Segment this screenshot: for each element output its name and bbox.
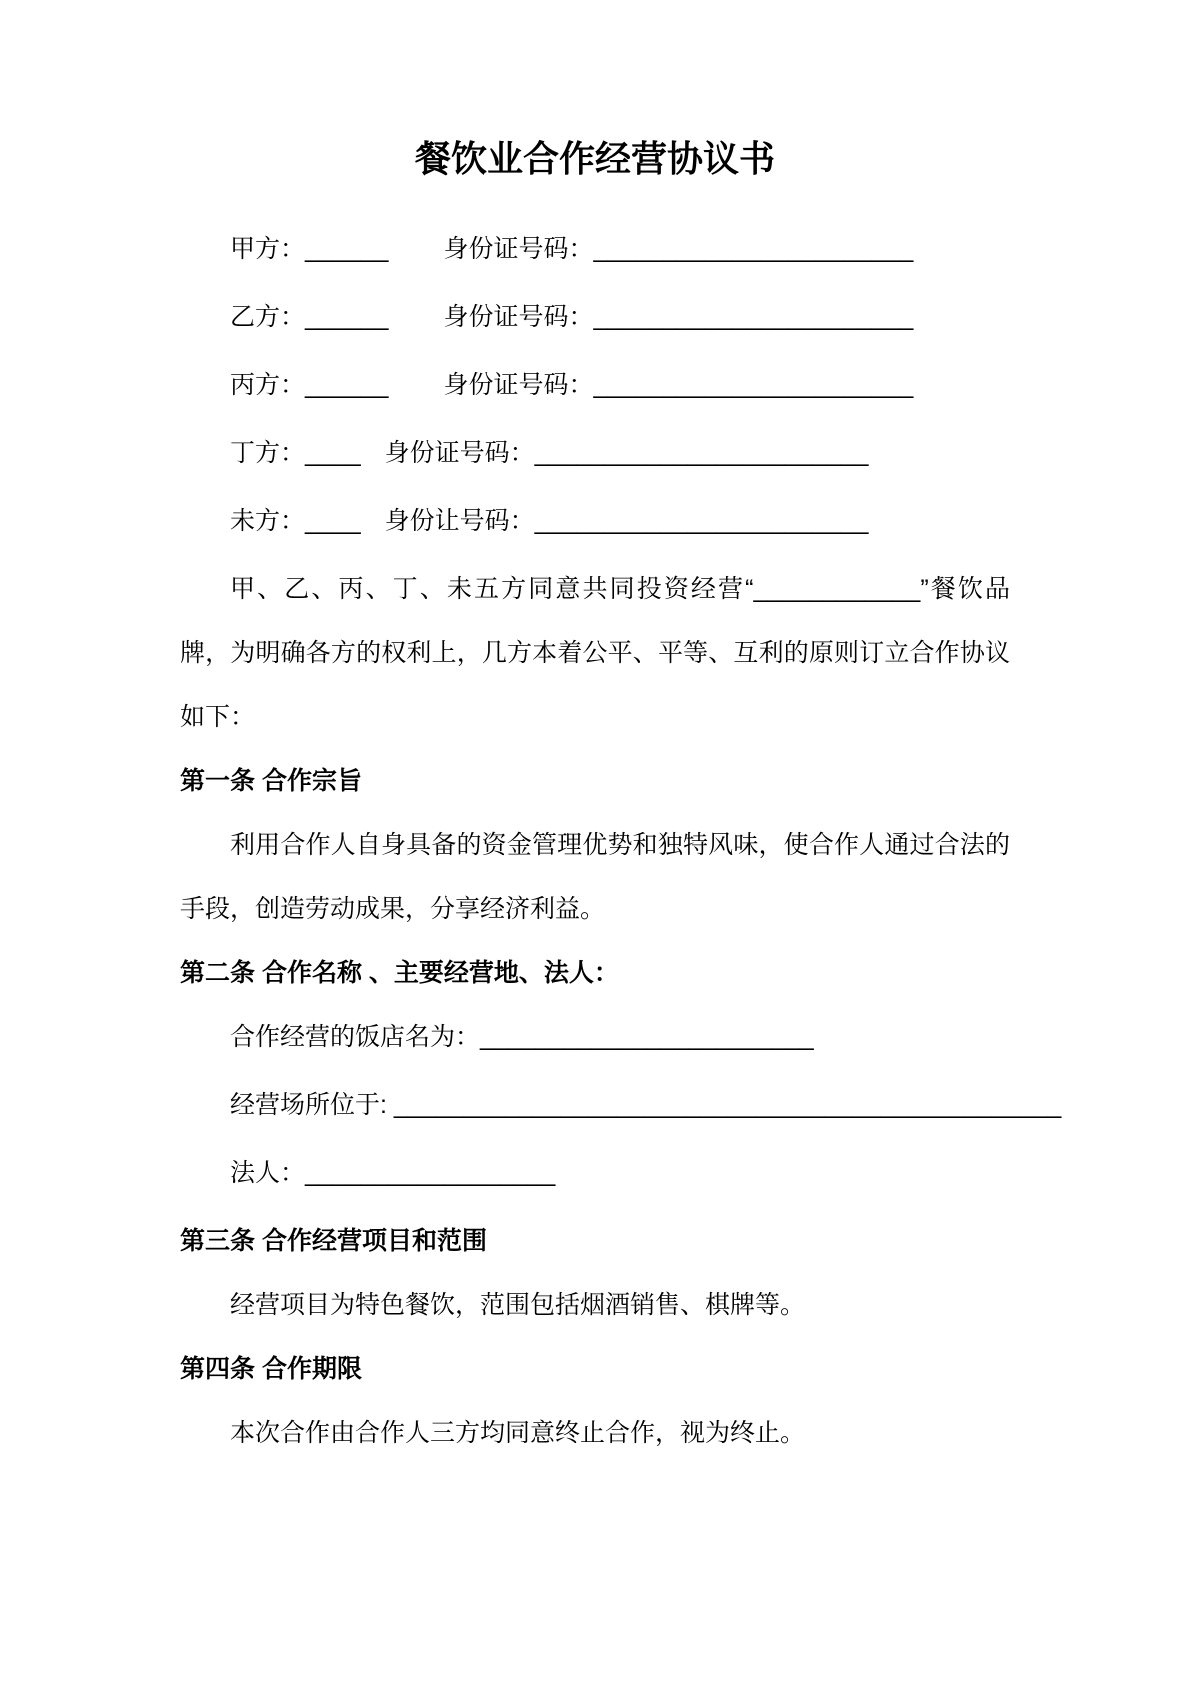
party-name-blank: ______ [305, 303, 389, 331]
party-name-blank: ____ [305, 507, 361, 535]
id-label: 身份证号码： [443, 303, 594, 331]
id-label: 身份让号码： [384, 507, 535, 535]
party-name-blank: ______ [305, 235, 389, 263]
party-row-ding [180, 421, 1010, 485]
document-title: 餐饮业合作经营协议书 [414, 138, 775, 179]
party-label: 未方： [230, 507, 306, 535]
id-number-blank: _______________________ [593, 235, 914, 263]
party-row-wei [180, 489, 1010, 553]
field-restaurant-name: 合作经营的饭店名为：________________________ [230, 1023, 814, 1051]
party-label: 丙方： [230, 371, 306, 399]
section-1-paragraph: 利用合作人自身具备的资金管理优势和独特风味，使合作人通过合法的手段，创造劳动成果，分享经济利益。 [180, 831, 1010, 923]
party-row-jia [180, 217, 1010, 281]
intro-paragraph: 甲、乙、丙、丁、未五方同意共同投资经营“____________”餐饮品牌，为明确各方的权利上，几方本着公平、平等、互利的原则订立合作协议如下： [180, 575, 1010, 731]
id-number-blank: ________________________ [534, 439, 869, 467]
id-number-blank: _______________________ [593, 303, 914, 331]
section-1-heading: 第一条 合作宗旨 [180, 767, 362, 795]
field-business-location: 经营场所位于: ________________________________________________ [230, 1091, 1062, 1119]
section-2-heading: 第二条 合作名称 、主要经营地、法人： [180, 959, 619, 987]
section-4-heading: 第四条 合作期限 [180, 1355, 362, 1383]
id-label: 身份证号码： [443, 371, 594, 399]
party-label: 乙方： [230, 303, 306, 331]
party-name-blank: ____ [305, 439, 361, 467]
party-label: 丁方： [230, 439, 306, 467]
party-label: 甲方： [230, 235, 306, 263]
party-name-blank: ______ [305, 371, 389, 399]
id-number-blank: ________________________ [534, 507, 869, 535]
id-label: 身份证号码： [443, 235, 594, 263]
id-label: 身份证号码： [384, 439, 535, 467]
section-3-paragraph: 经营项目为特色餐饮，范围包括烟酒销售、棋牌等。 [230, 1291, 806, 1319]
party-row-yi [180, 285, 1010, 349]
field-legal-person: 法人：__________________ [230, 1159, 556, 1187]
party-row-bing [180, 353, 1010, 417]
section-4-paragraph: 本次合作由合作人三方均同意终止合作，视为终止。 [230, 1419, 806, 1447]
id-number-blank: _______________________ [593, 371, 914, 399]
section-3-heading: 第三条 合作经营项目和范围 [180, 1227, 487, 1255]
